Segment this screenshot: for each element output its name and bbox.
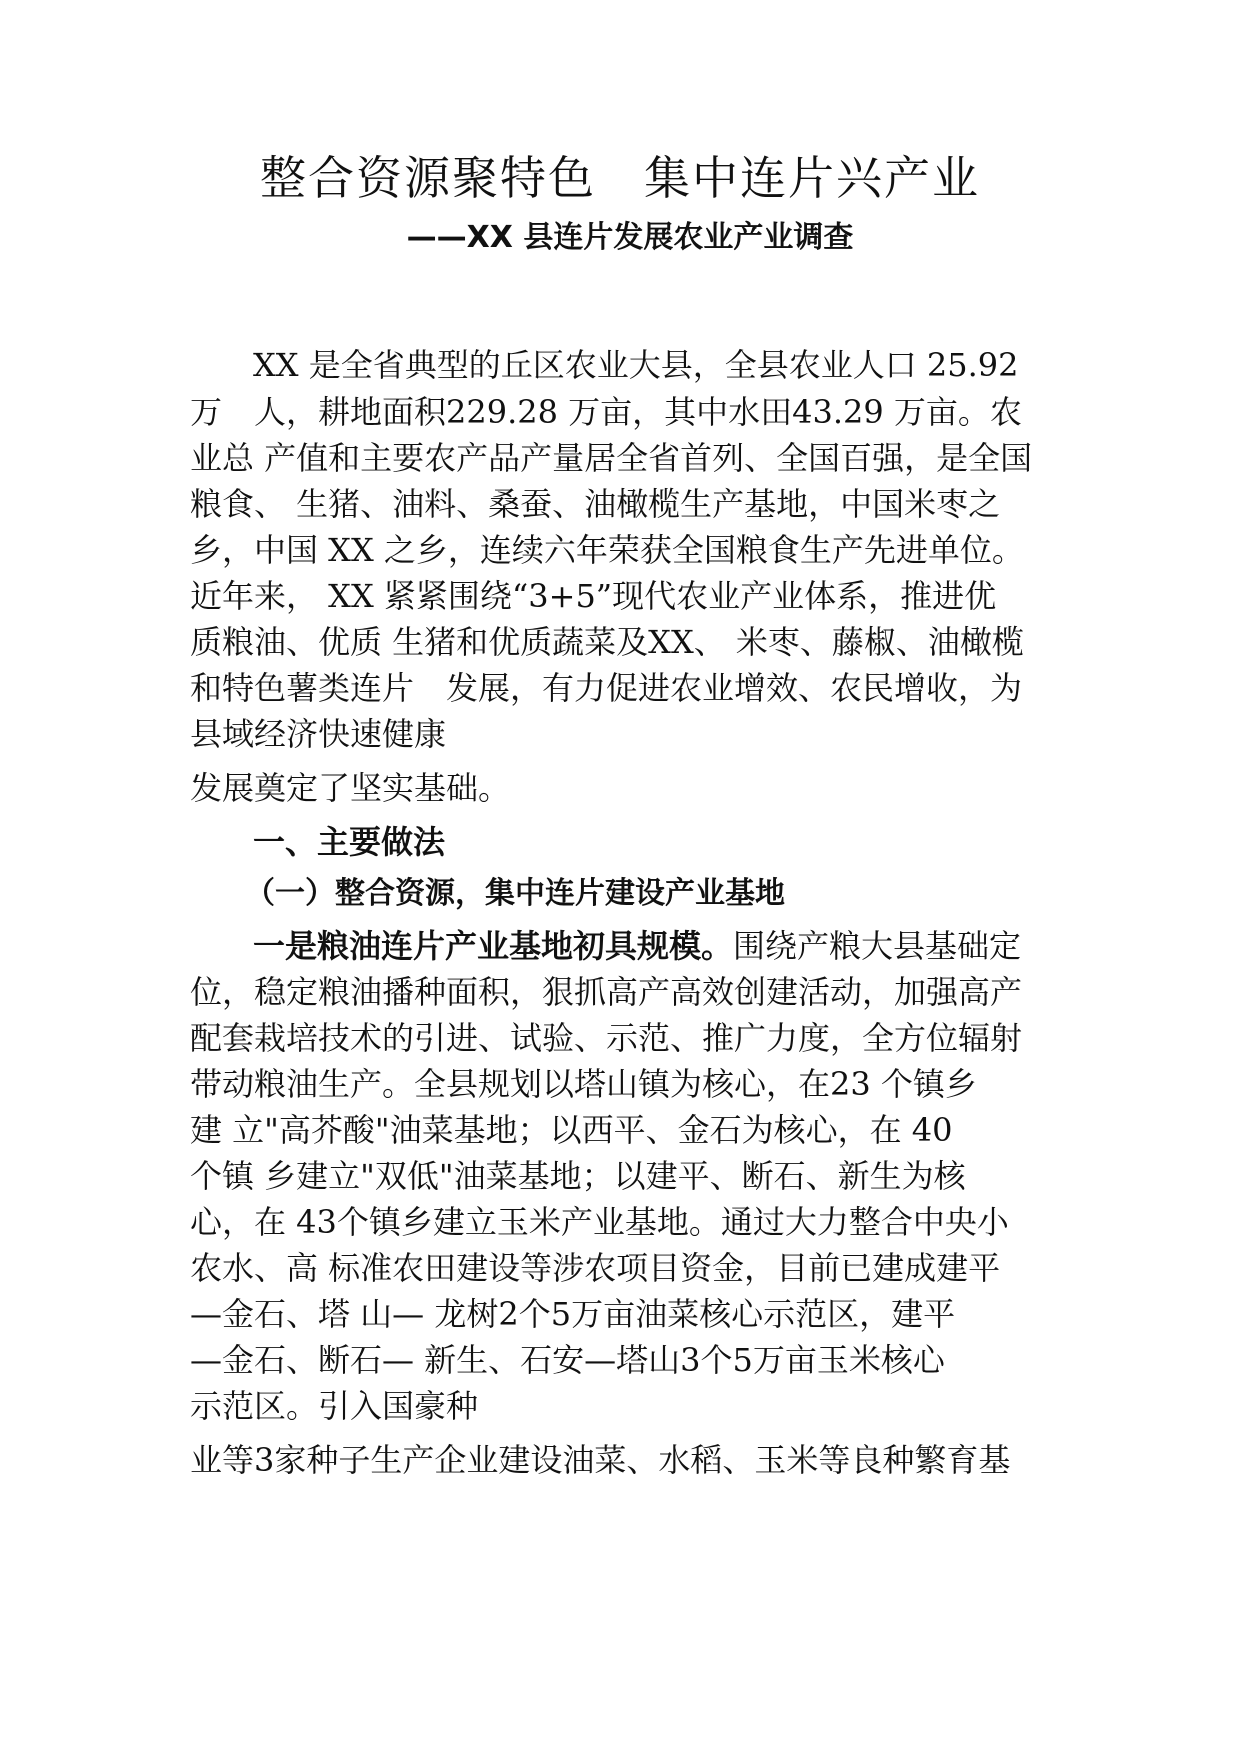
paragraph-lead: 一是粮油连片产业基地初具规模。 — [253, 927, 734, 965]
intro-line: 业总 产值和主要农产品产量居全省首列、全国百强，是全国 — [190, 439, 1033, 477]
paragraph-line: 示范区。引入国豪种 — [190, 1387, 479, 1425]
intro-line: 万 人，耕地面积229.28 万亩，其中水田43.29 万亩。农 — [190, 393, 1022, 431]
paragraph-line: —金石、塔 山— 龙树2个5万亩油菜核心示范区，建平 — [190, 1295, 956, 1333]
paragraph-line: 心，在 43个镇乡建立玉米产业基地。通过大力整合中央小 — [190, 1203, 1009, 1241]
paragraph-line: 农水、高 标准农田建设等涉农项目资金，目前已建成建平 — [190, 1249, 1001, 1287]
paragraph-line: 带动粮油生产。全县规划以塔山镇为核心，在23 个镇乡 — [190, 1065, 977, 1103]
paragraph-first-rest: 围绕产粮大县基础定 — [733, 927, 1022, 965]
document-subtitle: ——XX 县连片发展农业产业调查 — [406, 220, 854, 255]
intro-line: 乡，中国 XX 之乡，连续六年荣获全国粮食生产先进单位。 — [190, 531, 1024, 569]
intro-line: 和特色薯类连片 发展，有力促进农业增效、农民增收，为 — [190, 669, 1023, 707]
section-heading: 一、主要做法 — [253, 823, 446, 861]
paragraph-line: —金石、断石— 新生、石安—塔山3个5万亩玉米核心 — [190, 1341, 945, 1379]
intro-line: XX 是全省典型的丘区农业大县，全县农业人口 25.92 — [253, 346, 1019, 384]
paragraph-line: 建 立"高芥酸"油菜基地；以西平、金石为核心，在 40 — [190, 1111, 953, 1149]
intro-line: 发展奠定了坚实基础。 — [190, 769, 511, 807]
paragraph-line: 业等3家种子生产企业建设油菜、水稻、玉米等良种繁育基 — [190, 1441, 1011, 1479]
paragraph-line: 配套栽培技术的引进、试验、示范、推广力度，全方位辐射 — [190, 1019, 1023, 1057]
intro-line: 质粮油、优质 生猪和优质蔬菜及XX、 米枣、藤椒、油橄榄 — [190, 623, 1024, 661]
paragraph-line: 个镇 乡建立"双低"油菜基地；以建平、断石、新生为核 — [190, 1157, 966, 1195]
paragraph-line: 位，稳定粮油播种面积，狠抓高产高效创建活动，加强高产 — [190, 973, 1023, 1011]
paragraph-first-line — [253, 922, 1021, 970]
intro-line: 粮食、 生猪、油料、桑蚕、油橄榄生产基地，中国米枣之 — [190, 485, 1001, 523]
intro-line: 县域经济快速健康 — [190, 715, 447, 753]
subsection-heading: （一）整合资源，集中连片建设产业基地 — [245, 876, 785, 911]
intro-line: 近年来， XX 紧紧围绕“3+5”现代农业产业体系，推进优 — [190, 577, 997, 615]
document-title: 整合资源聚特色 集中连片兴产业 — [260, 151, 980, 205]
